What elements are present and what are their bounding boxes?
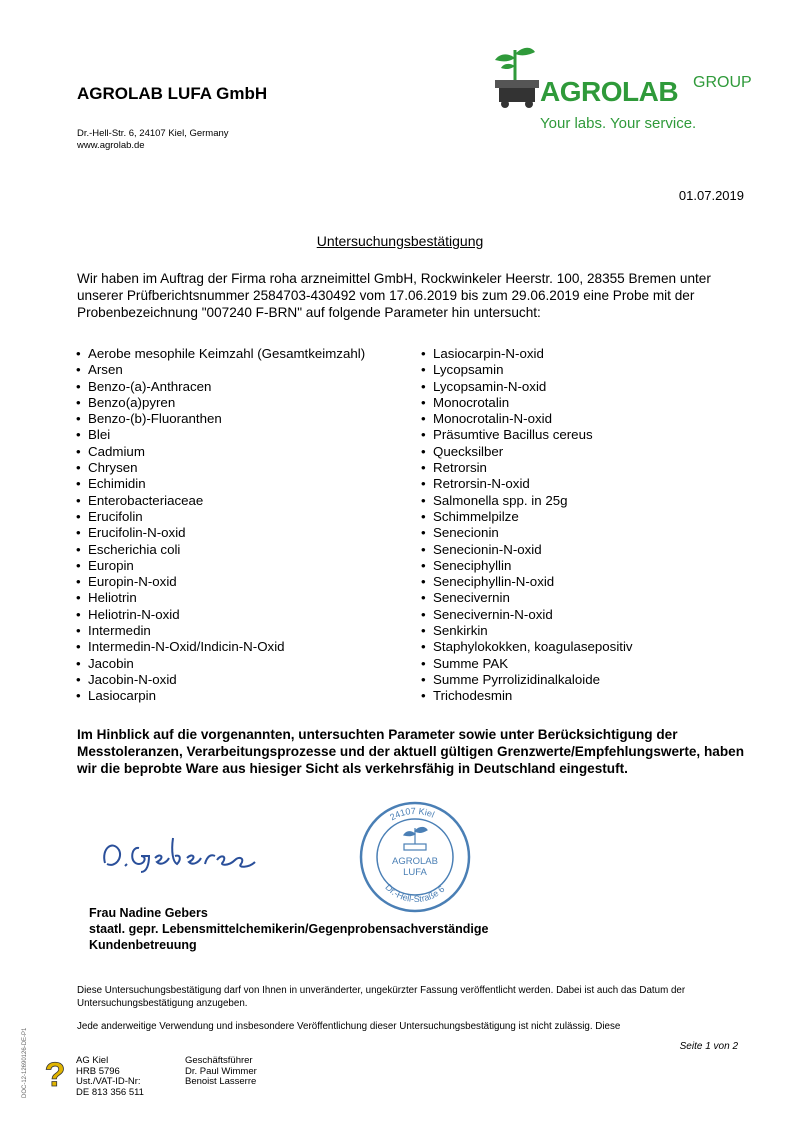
stamp-graphic [358,800,472,914]
court-line: AG Kiel [76,1055,109,1066]
parameter-item: • Enterobacteriaceae [76,493,365,509]
parameter-list-right [421,346,633,705]
document-title: Untersuchungsbestätigung [316,233,484,249]
parameter-item: • Intermedin [76,623,365,639]
directors-line: Benoist Lasserre [185,1076,257,1087]
parameter-item: • Europin [76,558,365,574]
directors-line: Dr. Paul Wimmer [185,1065,257,1077]
stamp-top-text: 24107 Kiel [388,805,436,823]
parameter-item: • Erucifolin-N-oxid [76,525,365,541]
handwritten-signature [95,828,265,878]
parameter-item: • Benzo(a)pyren [76,395,365,411]
signer-department: Kundenbetreuung [89,938,197,952]
stamp-name-line1: AGROLAB [392,856,438,867]
agrolab-logo [485,40,775,140]
svg-text:Dr.-Hell-Straße 6 [383,882,446,904]
parameter-item: • Chrysen [76,460,365,476]
parameter-item: • Heliotrin [76,590,365,606]
logo-tagline: Your labs. Your service. [540,115,697,132]
parameter-item: • Seneciphyllin [421,558,633,574]
parameter-item: • Lasiocarpin-N-oxid [421,346,633,362]
svg-text:?: ? [44,1056,66,1092]
signer-role: staatl. gepr. Lebensmittelchemikerin/Gegenprobensachverständige [89,922,489,936]
court-registration [76,1056,144,1098]
parameter-item: • Heliotrin-N-oxid [76,607,365,623]
parameter-list-left [76,346,365,705]
parameter-item: • Blei [76,427,365,443]
stamp-name-line2: LUFA [403,867,427,878]
parameter-item: • Salmonella spp. in 25g [421,493,633,509]
side-document-code: DOC-12-12690126-DE-P1 [22,1027,28,1098]
parameter-item: • Seneciphyllin-N-oxid [421,574,633,590]
managing-directors [185,1056,257,1088]
parameter-item: • Präsumtive Bacillus cereus [421,427,633,443]
parameter-item: • Trichodesmin [421,688,633,704]
parameter-item: • Intermedin-N-Oxid/Indicin-N-Oxid [76,639,365,655]
parameter-item: • Quecksilber [421,444,633,460]
parameter-item: • Senkirkin [421,623,633,639]
parameter-item: • Cadmium [76,444,365,460]
court-line: DE 813 356 511 [76,1086,144,1098]
parameter-item: • Jacobin-N-oxid [76,672,365,688]
parameter-item: • Senecivernin [421,590,633,606]
parameter-item: • Monocrotalin [421,395,633,411]
conclusion-paragraph: Im Hinblick auf die vorgenannten, untersuchten Parameter sowie unter Berücksichtigung der Messtoleranzen, Verarbeitungsprozesse und der aktuell gültigen Grenzwerte/Empfehlungswerte, haben wir die beprobte Ware aus hiesiger Sicht als verkehrsfähig in Deutschland eingestuft. [77,727,745,776]
parameter-item: • Monocrotalin-N-oxid [421,411,633,427]
parameter-item: • Lasiocarpin [76,688,365,704]
parameter-item: • Jacobin [76,656,365,672]
parameter-item: • Retrorsin [421,460,633,476]
parameter-item: • Erucifolin [76,509,365,525]
footer-note: Diese Untersuchungsbestätigung darf von Ihnen in unveränderter, ungekürzter Fassung veröffentlicht werden. Dabei ist auch das Datum der Untersuchungsbestätigung anzugeben. [77,985,686,1009]
parameter-item: • Summe Pyrrolizidinalkaloide [421,672,633,688]
address-line: Dr.-Hell-Str. 6, 24107 Kiel, Germany [77,128,229,139]
parameter-item: • Arsen [76,362,365,378]
parameter-item: • Lycopsamin-N-oxid [421,379,633,395]
parameter-item: • Senecivernin-N-oxid [421,607,633,623]
quality-mark-icon [40,1052,70,1092]
intro-paragraph: Wir haben im Auftrag der Firma roha arzneimittel GmbH, Rockwinkeler Heerstr. 100, 28355 Bremen unter unserer Prüfberichtsnummer 2584703-430492 vom 17.06.2019 bis zum 29.06.2019 eine Probe mit der Probenbezeichnung "007240 F-BRN" auf folgende Parameter hin untersucht: [77,271,711,320]
parameter-item: • Summe PAK [421,656,633,672]
footer-note-2: Jede anderweitige Verwendung und insbesondere Veröffentlichung dieser Untersuchungsbestätigung ist nicht zulässig. Diese [77,1021,621,1032]
parameter-item: • Retrorsin-N-oxid [421,476,633,492]
parameter-item: • Lycopsamin [421,362,633,378]
parameter-item: • Aerobe mesophile Keimzahl (Gesamtkeimzahl) [76,346,365,362]
parameter-item: • Benzo-(a)-Anthracen [76,379,365,395]
parameter-item: • Escherichia coli [76,542,365,558]
website: www.agrolab.de [77,140,145,151]
parameter-item: • Schimmelpilze [421,509,633,525]
parameter-item: • Europin-N-oxid [76,574,365,590]
signer-block [89,905,488,953]
court-line: HRB 5796 [76,1065,120,1077]
logo-plant-icon [485,40,545,110]
parameter-item: • Staphylokokken, koagulasepositiv [421,639,633,655]
parameter-item: • Echimidin [76,476,365,492]
page-number: Seite 1 von 2 [679,1041,738,1052]
court-line: Ust./VAT-ID-Nr: [76,1076,141,1087]
parameter-item: • Senecionin-N-oxid [421,542,633,558]
svg-text:24107 Kiel [388,806,436,822]
company-address [77,128,229,152]
logo-wordmark: AGROLAB [540,76,679,107]
directors-line: Geschäftsführer [185,1055,253,1066]
document-date: 01.07.2019 [678,188,744,203]
logo-group: GROUP [693,74,752,91]
company-name: AGROLAB LUFA GmbH [77,84,268,103]
signer-name: Frau Nadine Gebers [89,906,208,920]
parameter-item: • Senecionin [421,525,633,541]
parameter-item: • Benzo-(b)-Fluoranthen [76,411,365,427]
company-stamp [358,800,472,914]
stamp-bottom-text: Dr.-Hell-Straße 6 [383,882,447,905]
